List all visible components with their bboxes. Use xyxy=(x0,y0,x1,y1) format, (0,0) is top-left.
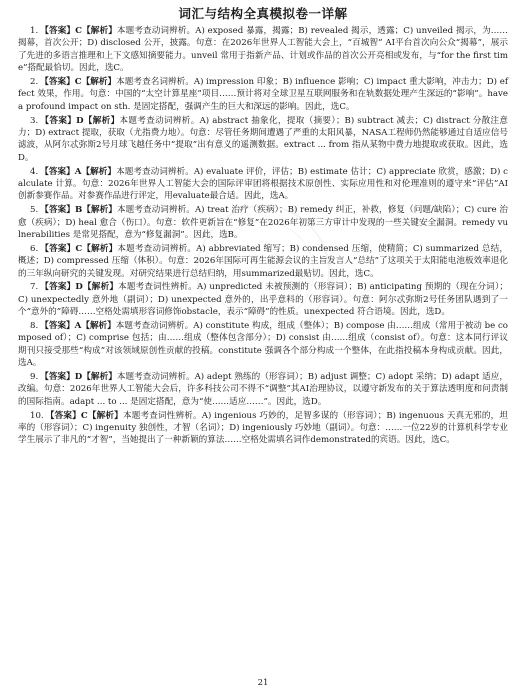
item-number: 2. xyxy=(30,76,39,87)
item-number: 7. xyxy=(30,282,39,293)
page-title: 词汇与结构全真模拟卷一详解 xyxy=(178,6,348,21)
answer-item xyxy=(18,320,508,369)
item-answer-tag: 【答案】D【解析】 xyxy=(40,115,120,126)
item-answer-tag: 【答案】D【解析】 xyxy=(40,372,117,383)
item-number: 10. xyxy=(30,410,44,421)
answer-item xyxy=(18,281,508,318)
answer-item xyxy=(18,115,508,164)
item-explanation: 本题考查动词辨析。A) constitute 构成，组成（整体）；B) compose 由……组成（常用于被动 be composed of）；C) comprise 包括；由……组成（整体包含部分）；D) consist 由……组成（consist of）。句意：这本同行评议期刊只接受那些“构成”对该领域原创性贡献的投稿。constitute 强调各个部分构成一个整体，在此指投稿本身构成贡献。因此，选A。 xyxy=(18,321,508,369)
item-number: 6. xyxy=(30,243,39,254)
item-number: 5. xyxy=(30,205,39,216)
item-explanation: 本题考查词性辨析。A) unpredicted 未被预测的（形容词）；B) anticipating 预期的（现在分词）；C) unexpectedly 意外地（副词）；D) unexpected 意外的，出乎意料的（形容词）。句意：阿尔忒弥斯2号任务团队遇到了一个“意外的”障碍……空格处需填形容词修饰obstacle，表示“障碍”的性质。unexpected 符合语境。因此，选D。 xyxy=(18,282,508,318)
item-explanation: 本题考查名词辨析。A) impression 印象；B) influence 影响；C) impact 重大影响，冲击力；D) effect 效果，作用。句意：中国的“太空计算星座”项目……预计将对全球卫星互联网服务和在轨数据处理产生深远的“影响”。have a profound impact on sth. 是固定搭配，强调产生的巨大和深远的影响。因此，选C。 xyxy=(18,76,508,112)
item-explanation: 本题考查动词辨析。A) treat 治疗（疾病）；B) remedy 纠正，补救，修复（问题/缺陷）；C) cure 治愈（疾病）；D) heal 愈合（伤口）。句意：软件更新旨在“修复”在2026年初第三方审计中发现的一些关键安全漏洞。remedy vulnerabilities 是常见搭配，意为“修复漏洞”。因此，选B。 xyxy=(18,205,508,240)
item-answer-tag: 【答案】B【解析】 xyxy=(40,205,117,216)
answer-list xyxy=(18,25,508,447)
item-answer-tag: 【答案】A【解析】 xyxy=(40,166,117,177)
answer-item xyxy=(18,76,508,113)
answer-item xyxy=(18,204,508,241)
item-answer-tag: 【答案】C【解析】 xyxy=(40,26,117,36)
answer-item xyxy=(18,371,508,408)
item-answer-tag: 【答案】C【解析】 xyxy=(40,243,118,254)
answer-item xyxy=(18,25,508,74)
item-answer-tag: 【答案】C【解析】 xyxy=(40,76,117,87)
answer-item xyxy=(18,243,508,280)
item-explanation: 本题考查动词辨析。A) abstract 抽象化，提取（摘要）；B) subtract 减去；C) distract 分散注意力；D) extract 提取，获取（尤指费力地）。句意：尽管任务期间遭遇了严重的太阳风暴，NASA工程师仍然能够通过自适应信号滤波，从阿尔忒弥斯2号月球飞越任务中“提取”出有意义的遥测数据。extract ... from 指从某物中费力地提取或获取。因此，选D。 xyxy=(18,115,508,163)
item-answer-tag: 【答案】A【解析】 xyxy=(40,321,116,332)
item-explanation: 本题考查词性辨析。A) ingenious 巧妙的，足智多谋的（形容词）；B) ingenuous 天真无邪的，坦率的（形容词）；C) ingenuity 独创性，才智（名词）；D) ingeniously 巧妙地（副词）。句意：……一位22岁的计算机科学专业学生展示了非凡的“才智”，当她提出了一种新颖的算法……空格处需填名词作demonstrated的宾语。因此，选C。 xyxy=(18,410,509,446)
item-explanation: 本题考查动词辨析。A) exposed 暴露，揭露；B) revealed 揭示，透露；C) unveiled 揭示，为……揭幕，首次公开；D) disclosed 公开，披露。句意：在2026年世界人工智能大会上，“百城智” AI平台首次向公众“揭幕”，展示了先进的多语言推理和上下文感知摘要能力。unveil 常用于指新产品、计划或作品的首次公开亮相或发布，与“for the first time”搭配最恰切。因此，选C。 xyxy=(18,26,508,74)
answer-item xyxy=(18,410,508,447)
item-number: 9. xyxy=(30,372,39,383)
item-number: 3. xyxy=(30,115,39,126)
item-explanation: 本题考查动词辨析。A) adept 熟练的（形容词）；B) adjust 调整；C) adopt 采纳；D) adapt 适应，改编。句意：2026年世界人工智能大会后，许多科技公司不得不“调整”其AI治理协议，以遵守新发布的关于算法透明度和问责制的国际指南。adapt ... to ... 是固定搭配，意为“使……适应……”。因此，选D。 xyxy=(18,372,509,407)
item-number: 8. xyxy=(30,321,39,332)
item-explanation: 本题考查动词辨析。A) evaluate 评价，评估；B) estimate 估计；C) appreciate 欣赏，感激；D) calculate 计算。句意：2026年世界人工智能大会的国际评审团将根据技术原创性、实际应用性和对伦理准则的遵守来“评估”AI创新参赛作品。对参赛作品进行评定，用evaluate最合适。因此，选A。 xyxy=(18,166,508,202)
item-answer-tag: 【答案】D【解析】 xyxy=(40,282,119,293)
item-number: 1. xyxy=(30,26,39,36)
item-number: 4. xyxy=(30,166,39,177)
item-answer-tag: 【答案】C【解析】 xyxy=(45,410,123,421)
page-number: 21 xyxy=(257,678,269,688)
answer-item xyxy=(18,166,508,203)
item-explanation: 本题考查动词辨析。A) abbreviated 缩写；B) condensed 压缩，使精简；C) summarized 总结，概述；D) compressed 压缩（体积）。句意：2026年国际可再生能源会议的主旨发言人“总结”了这项关于太阳能电池板效率退化的三年纵向研究的关键发现。对研究结果进行总结归纳，用summarized最贴切。因此，选C。 xyxy=(18,243,508,279)
